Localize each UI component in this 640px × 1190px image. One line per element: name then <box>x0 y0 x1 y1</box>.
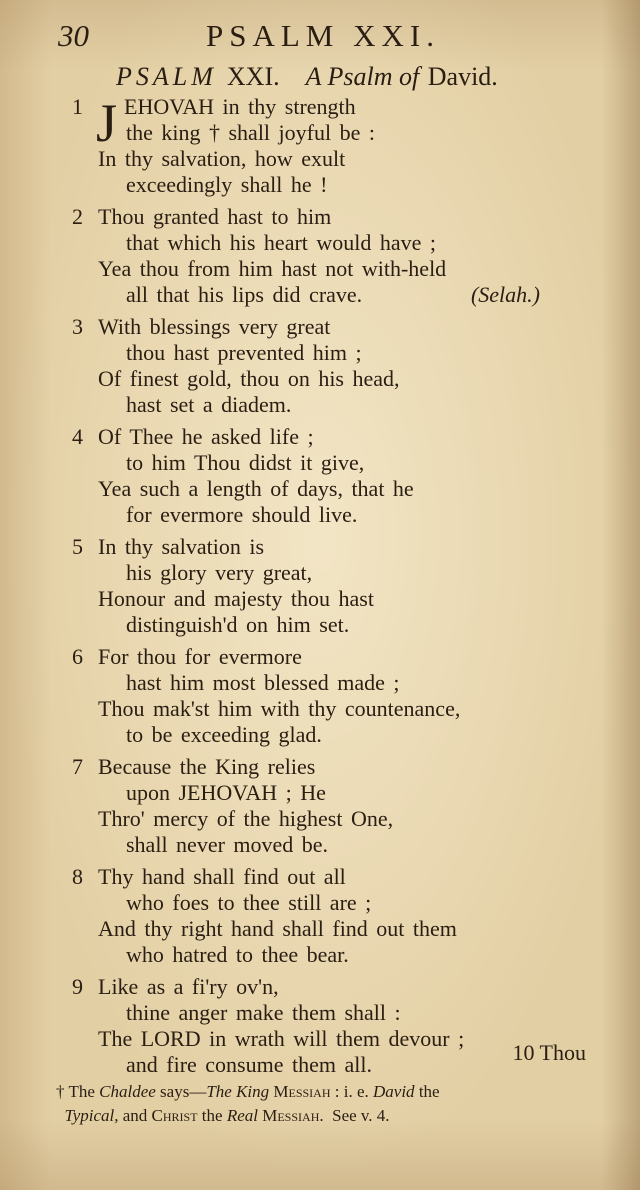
verse-line: Because the King relies <box>98 754 316 779</box>
verse-line: Of Thee he asked life ; <box>98 424 314 449</box>
verse-line: Yea such a length of days, that he <box>98 476 414 501</box>
verse-number: 7 <box>72 754 83 779</box>
footnote-text: : i. e. <box>334 1082 369 1101</box>
verse-line <box>0 282 640 308</box>
verse-line: the king † shall joyful be : <box>126 120 375 145</box>
footnote-text: The King <box>206 1082 270 1101</box>
page-number: 30 <box>58 18 89 53</box>
verse-number: 2 <box>72 204 83 229</box>
heading-psalm: PSALM <box>116 62 217 91</box>
verse-4 <box>0 424 640 528</box>
footnote-line <box>56 1104 596 1128</box>
verse-line: Thro' mercy of the highest One, <box>98 806 394 831</box>
catchword: 10 Thou <box>512 1040 586 1065</box>
footnote-text: the <box>418 1082 440 1101</box>
verse-line: Thou mak'st him with thy countenance, <box>98 696 461 721</box>
heading-subtitle: A Psalm of <box>305 62 420 91</box>
verse-line: Of finest gold, thou on his head, <box>98 366 400 391</box>
footnote-text: Typical, <box>64 1106 119 1125</box>
verse-line: to him Thou didst it give, <box>126 450 365 475</box>
footnote-text: Christ <box>151 1106 198 1125</box>
verse-3 <box>0 314 640 418</box>
verse-line: that which his heart would have ; <box>126 230 437 255</box>
running-title: PSALM XXI. <box>206 18 440 53</box>
verse-line: In thy salvation is <box>98 534 265 559</box>
footnote-text: Chaldee <box>99 1082 156 1101</box>
verse-line: In thy salvation, how exult <box>98 146 346 171</box>
heading-author: David. <box>427 62 498 91</box>
verse-line: who foes to thee still are ; <box>126 890 372 915</box>
verse-5 <box>0 534 640 638</box>
verse-number: 1 <box>72 94 83 119</box>
verse-line: distinguish'd on him set. <box>126 612 350 637</box>
verse-line: Yea thou from him hast not with-held <box>98 256 447 281</box>
verse-line: Thou granted hast to him <box>98 204 332 229</box>
verse-number: 8 <box>72 864 83 889</box>
heading-number: XXI. <box>226 62 280 91</box>
verse-number: 9 <box>72 974 83 999</box>
verse-line: thine anger make them shall : <box>126 1000 401 1025</box>
drop-cap: J <box>96 93 118 153</box>
running-head <box>58 18 598 58</box>
verse-line: exceedingly shall he ! <box>126 172 328 197</box>
verse-line-text: all that his lips did crave. <box>126 282 363 307</box>
footnote-text: Messiah. <box>262 1106 324 1125</box>
verse-6 <box>0 644 640 748</box>
selah-mark: (Selah.) <box>470 282 540 307</box>
verse-line: and fire consume them all. <box>126 1052 372 1077</box>
verse-number: 4 <box>72 424 83 449</box>
verse-line: to be exceeding glad. <box>126 722 322 747</box>
footnote-text: Messiah <box>273 1082 331 1101</box>
verse-line: Like as a fi'ry ov'n, <box>98 974 279 999</box>
verse-line: Honour and majesty thou hast <box>98 586 374 611</box>
verse-number: 5 <box>72 534 83 559</box>
verses <box>0 94 640 1084</box>
footnote <box>56 1080 596 1128</box>
footnote-marker: † <box>56 1082 65 1101</box>
verse-line: hast him most blessed made ; <box>126 670 400 695</box>
verse-2 <box>0 204 640 308</box>
footnote-text: says— <box>160 1082 207 1101</box>
verse-1 <box>0 94 640 198</box>
psalm-heading <box>116 62 556 92</box>
verse-line: his glory very great, <box>126 560 313 585</box>
footnote-text: Real <box>226 1106 258 1125</box>
verse-line: shall never moved be. <box>126 832 329 857</box>
footnote-text: David <box>373 1082 415 1101</box>
verse-8 <box>0 864 640 968</box>
verse-number: 3 <box>72 314 83 339</box>
footnote-text: the <box>201 1106 223 1125</box>
verse-line: With blessings very great <box>98 314 331 339</box>
verse-line: The LORD in wrath will them devour ; <box>98 1026 465 1051</box>
verse-line: And thy right hand shall find out them <box>98 916 457 941</box>
verse-number: 6 <box>72 644 83 669</box>
verse-7 <box>0 754 640 858</box>
verse-line: For thou for evermore <box>98 644 302 669</box>
verse-line: hast set a diadem. <box>126 392 292 417</box>
verse-line: thou hast prevented him ; <box>126 340 362 365</box>
verse-line: EHOVAH in thy strength <box>124 94 356 119</box>
verse-line: for evermore should live. <box>126 502 358 527</box>
footnote-line <box>56 1080 596 1104</box>
footnote-text: and <box>122 1106 148 1125</box>
verse-line: Thy hand shall find out all <box>98 864 346 889</box>
footnote-reference: See v. 4. <box>332 1106 390 1125</box>
verse-line: upon JEHOVAH ; He <box>126 780 326 805</box>
verse-line: who hatred to thee bear. <box>126 942 349 967</box>
footnote-text: The <box>68 1082 95 1101</box>
